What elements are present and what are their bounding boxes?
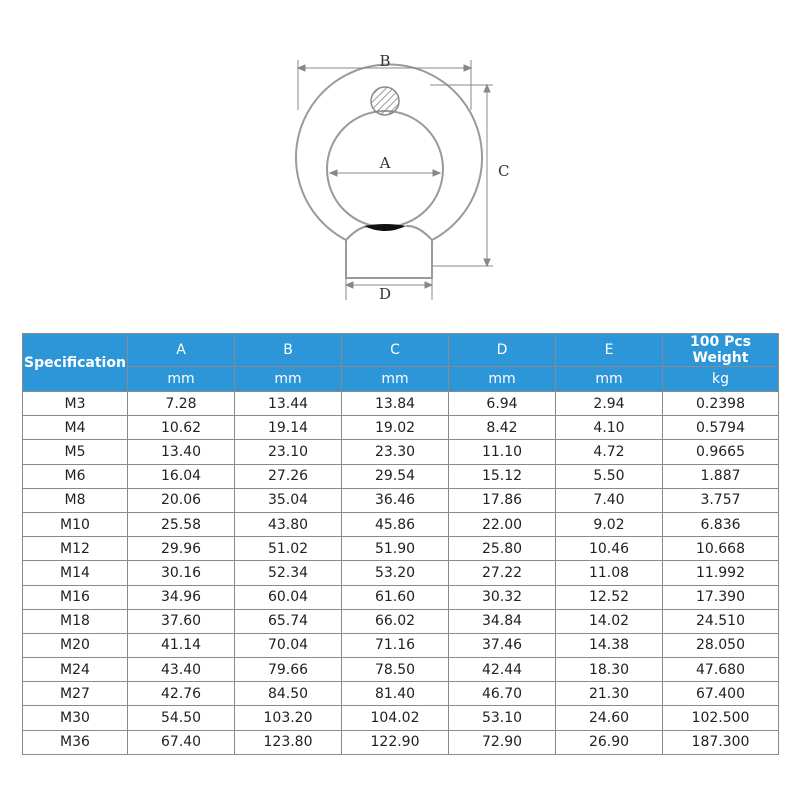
value-cell: 18.30 bbox=[556, 658, 663, 682]
value-cell: 79.66 bbox=[235, 658, 342, 682]
value-cell: 3.757 bbox=[663, 488, 779, 512]
value-cell: 5.50 bbox=[556, 464, 663, 488]
value-cell: 30.16 bbox=[128, 561, 235, 585]
value-cell: 13.84 bbox=[342, 392, 449, 416]
value-cell: 30.32 bbox=[449, 585, 556, 609]
col-unit: mm bbox=[235, 367, 342, 392]
ring-section bbox=[371, 87, 399, 115]
value-cell: 187.300 bbox=[663, 730, 779, 754]
value-cell: 67.40 bbox=[128, 730, 235, 754]
value-cell: 23.30 bbox=[342, 440, 449, 464]
value-cell: 22.00 bbox=[449, 512, 556, 536]
value-cell: 0.5794 bbox=[663, 416, 779, 440]
value-cell: 29.54 bbox=[342, 464, 449, 488]
value-cell: 53.10 bbox=[449, 706, 556, 730]
value-cell: 19.14 bbox=[235, 416, 342, 440]
table-row bbox=[23, 512, 779, 536]
value-cell: 35.04 bbox=[235, 488, 342, 512]
col-header: 100 Pcs Weight bbox=[663, 334, 779, 367]
spec-cell: M5 bbox=[23, 440, 128, 464]
value-cell: 23.10 bbox=[235, 440, 342, 464]
value-cell: 103.20 bbox=[235, 706, 342, 730]
value-cell: 46.70 bbox=[449, 682, 556, 706]
spec-cell: M12 bbox=[23, 537, 128, 561]
value-cell: 19.02 bbox=[342, 416, 449, 440]
value-cell: 36.46 bbox=[342, 488, 449, 512]
value-cell: 51.90 bbox=[342, 537, 449, 561]
value-cell: 10.46 bbox=[556, 537, 663, 561]
col-header: D bbox=[449, 334, 556, 367]
value-cell: 14.02 bbox=[556, 609, 663, 633]
value-cell: 4.72 bbox=[556, 440, 663, 464]
value-cell: 21.30 bbox=[556, 682, 663, 706]
value-cell: 10.62 bbox=[128, 416, 235, 440]
value-cell: 71.16 bbox=[342, 633, 449, 657]
value-cell: 12.52 bbox=[556, 585, 663, 609]
table-row bbox=[23, 730, 779, 754]
col-unit: mm bbox=[128, 367, 235, 392]
value-cell: 67.400 bbox=[663, 682, 779, 706]
spec-header: Specification bbox=[23, 334, 128, 392]
value-cell: 54.50 bbox=[128, 706, 235, 730]
table-row bbox=[23, 488, 779, 512]
label-c: C bbox=[498, 162, 510, 180]
value-cell: 1.887 bbox=[663, 464, 779, 488]
value-cell: 51.02 bbox=[235, 537, 342, 561]
value-cell: 78.50 bbox=[342, 658, 449, 682]
value-cell: 8.42 bbox=[449, 416, 556, 440]
header-row-names bbox=[23, 334, 779, 367]
value-cell: 104.02 bbox=[342, 706, 449, 730]
value-cell: 29.96 bbox=[128, 537, 235, 561]
value-cell: 81.40 bbox=[342, 682, 449, 706]
value-cell: 41.14 bbox=[128, 633, 235, 657]
value-cell: 122.90 bbox=[342, 730, 449, 754]
value-cell: 70.04 bbox=[235, 633, 342, 657]
value-cell: 0.9665 bbox=[663, 440, 779, 464]
table-row bbox=[23, 537, 779, 561]
value-cell: 13.40 bbox=[128, 440, 235, 464]
spec-cell: M6 bbox=[23, 464, 128, 488]
label-d: D bbox=[378, 285, 392, 303]
value-cell: 11.10 bbox=[449, 440, 556, 464]
contact-crescent bbox=[364, 224, 406, 231]
value-cell: 20.06 bbox=[128, 488, 235, 512]
spec-cell: M8 bbox=[23, 488, 128, 512]
value-cell: 34.96 bbox=[128, 585, 235, 609]
col-unit: kg bbox=[663, 367, 779, 392]
value-cell: 7.28 bbox=[128, 392, 235, 416]
value-cell: 25.80 bbox=[449, 537, 556, 561]
value-cell: 60.04 bbox=[235, 585, 342, 609]
col-header: E bbox=[556, 334, 663, 367]
table-row bbox=[23, 440, 779, 464]
value-cell: 123.80 bbox=[235, 730, 342, 754]
value-cell: 2.94 bbox=[556, 392, 663, 416]
table-row bbox=[23, 464, 779, 488]
value-cell: 6.94 bbox=[449, 392, 556, 416]
table-row bbox=[23, 561, 779, 585]
table-row bbox=[23, 609, 779, 633]
col-header: C bbox=[342, 334, 449, 367]
value-cell: 13.44 bbox=[235, 392, 342, 416]
table-row bbox=[23, 585, 779, 609]
value-cell: 24.510 bbox=[663, 609, 779, 633]
label-b: B bbox=[379, 52, 391, 70]
spec-cell: M24 bbox=[23, 658, 128, 682]
spec-cell: M30 bbox=[23, 706, 128, 730]
value-cell: 14.38 bbox=[556, 633, 663, 657]
value-cell: 47.680 bbox=[663, 658, 779, 682]
value-cell: 7.40 bbox=[556, 488, 663, 512]
value-cell: 0.2398 bbox=[663, 392, 779, 416]
value-cell: 26.90 bbox=[556, 730, 663, 754]
value-cell: 61.60 bbox=[342, 585, 449, 609]
value-cell: 6.836 bbox=[663, 512, 779, 536]
table-row bbox=[23, 392, 779, 416]
value-cell: 52.34 bbox=[235, 561, 342, 585]
value-cell: 27.26 bbox=[235, 464, 342, 488]
value-cell: 17.390 bbox=[663, 585, 779, 609]
table-row bbox=[23, 416, 779, 440]
spec-cell: M10 bbox=[23, 512, 128, 536]
table-row bbox=[23, 633, 779, 657]
dimension-c bbox=[430, 85, 493, 266]
value-cell: 66.02 bbox=[342, 609, 449, 633]
value-cell: 43.80 bbox=[235, 512, 342, 536]
value-cell: 65.74 bbox=[235, 609, 342, 633]
table-row bbox=[23, 706, 779, 730]
value-cell: 43.40 bbox=[128, 658, 235, 682]
spec-cell: M20 bbox=[23, 633, 128, 657]
value-cell: 42.76 bbox=[128, 682, 235, 706]
value-cell: 37.46 bbox=[449, 633, 556, 657]
value-cell: 28.050 bbox=[663, 633, 779, 657]
spec-cell: M16 bbox=[23, 585, 128, 609]
spec-cell: M36 bbox=[23, 730, 128, 754]
value-cell: 17.86 bbox=[449, 488, 556, 512]
value-cell: 102.500 bbox=[663, 706, 779, 730]
value-cell: 84.50 bbox=[235, 682, 342, 706]
value-cell: 11.08 bbox=[556, 561, 663, 585]
value-cell: 45.86 bbox=[342, 512, 449, 536]
value-cell: 72.90 bbox=[449, 730, 556, 754]
value-cell: 15.12 bbox=[449, 464, 556, 488]
value-cell: 37.60 bbox=[128, 609, 235, 633]
spec-table-body bbox=[23, 392, 779, 755]
spec-table bbox=[22, 333, 779, 755]
col-header: B bbox=[235, 334, 342, 367]
table-row bbox=[23, 682, 779, 706]
col-unit: mm bbox=[449, 367, 556, 392]
value-cell: 4.10 bbox=[556, 416, 663, 440]
eye-nut-diagram bbox=[0, 0, 800, 330]
col-unit: mm bbox=[342, 367, 449, 392]
value-cell: 34.84 bbox=[449, 609, 556, 633]
spec-cell: M27 bbox=[23, 682, 128, 706]
header-row-units bbox=[23, 367, 779, 392]
value-cell: 53.20 bbox=[342, 561, 449, 585]
value-cell: 11.992 bbox=[663, 561, 779, 585]
spec-cell: M14 bbox=[23, 561, 128, 585]
value-cell: 9.02 bbox=[556, 512, 663, 536]
col-header: A bbox=[128, 334, 235, 367]
value-cell: 24.60 bbox=[556, 706, 663, 730]
value-cell: 16.04 bbox=[128, 464, 235, 488]
value-cell: 42.44 bbox=[449, 658, 556, 682]
spec-cell: M3 bbox=[23, 392, 128, 416]
spec-cell: M18 bbox=[23, 609, 128, 633]
table-row bbox=[23, 658, 779, 682]
label-a: A bbox=[379, 154, 391, 172]
value-cell: 10.668 bbox=[663, 537, 779, 561]
value-cell: 25.58 bbox=[128, 512, 235, 536]
spec-cell: M4 bbox=[23, 416, 128, 440]
col-unit: mm bbox=[556, 367, 663, 392]
value-cell: 27.22 bbox=[449, 561, 556, 585]
